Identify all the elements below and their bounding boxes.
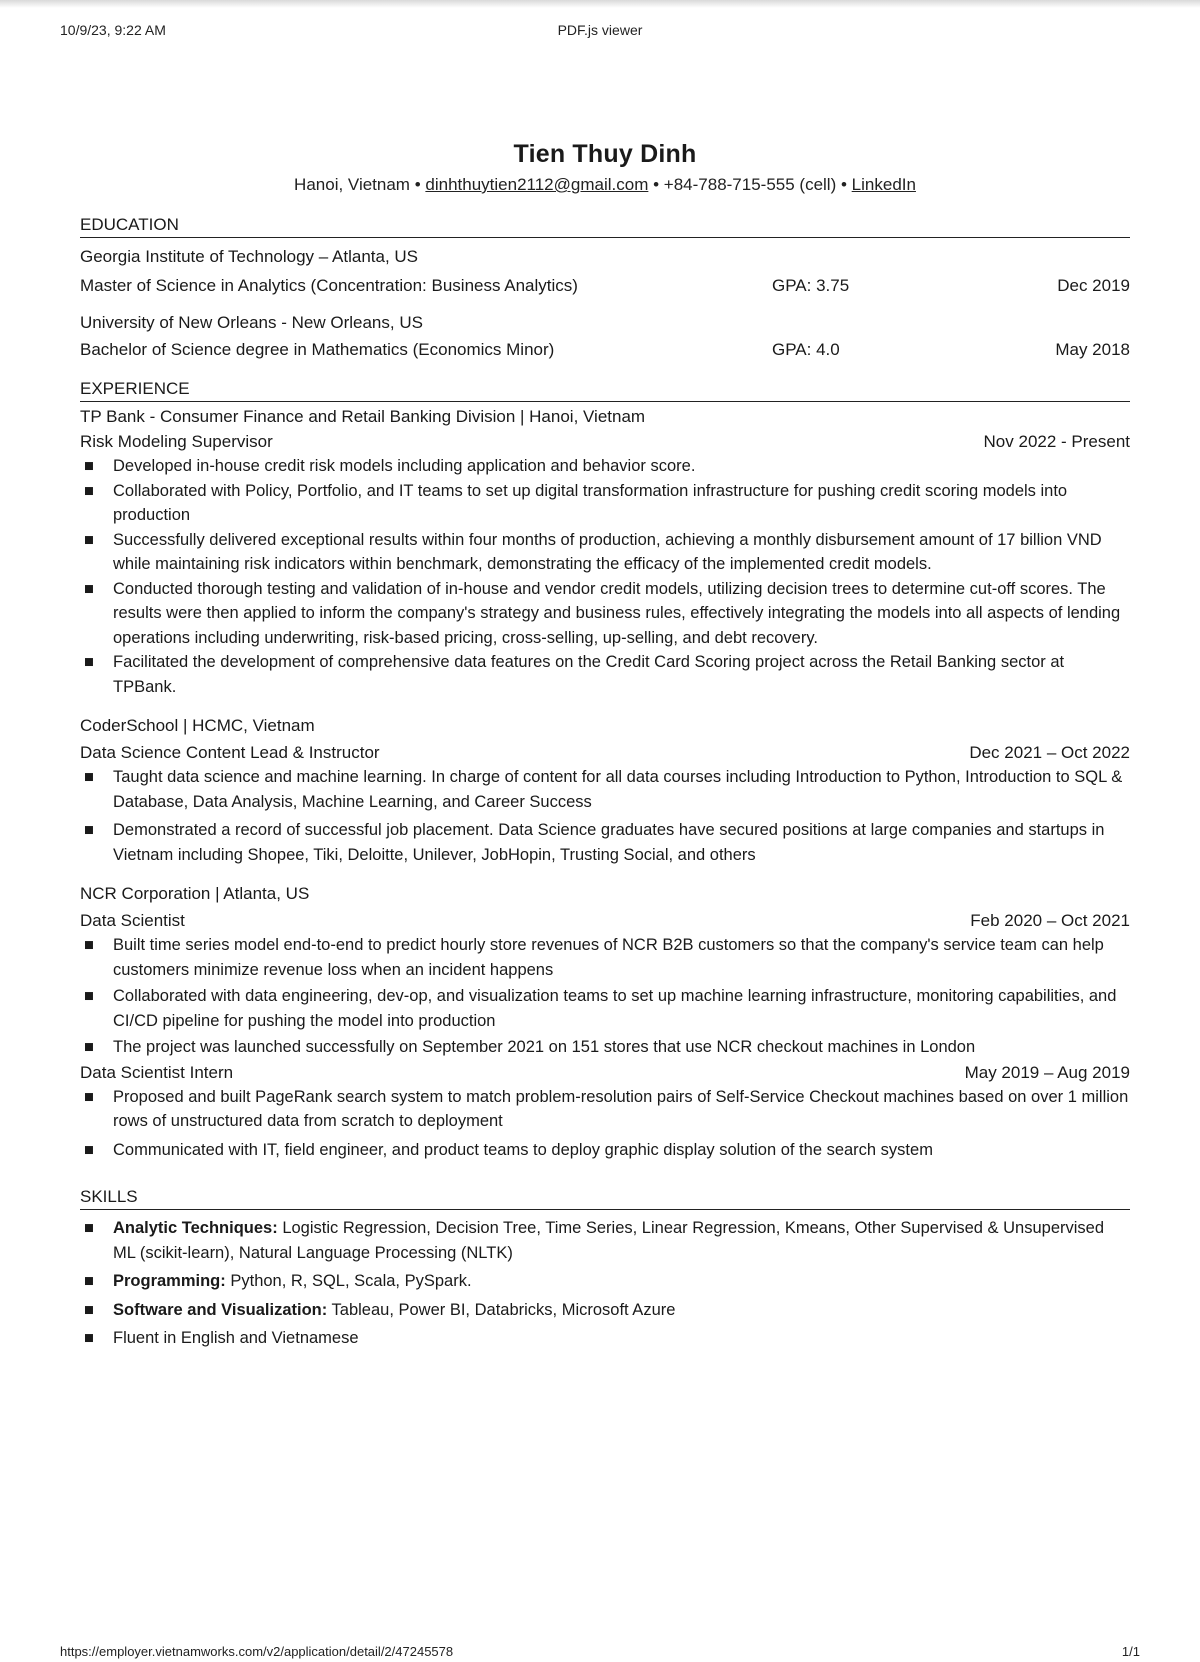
print-url: https://employer.vietnamworks.com/v2/application/detail/2/47245578: [60, 1644, 454, 1659]
gpa: GPA: 3.75: [772, 276, 850, 295]
bullet-item: ■ Proposed and built PageRank search system to match problem-resolution pairs of Self-Service Checkout machines based on over 1 million rows of unstructured data from scratch to deployment: [80, 1085, 1130, 1134]
experience-entry: [80, 713, 1130, 867]
employer: CoderSchool | HCMC, Vietnam: [80, 716, 315, 735]
bullet-item: ■ Demonstrated a record of successful job placement. Data Science graduates have secured positions at large companies and startups in Vietnam including Shopee, Tiki, Deloitte, Unilever, JobHopin, Trusting Social, and others: [80, 818, 1130, 867]
job-bullets: [80, 454, 1130, 699]
bullet-icon: ■: [84, 530, 94, 549]
bullet-item: ■ Successfully delivered exceptional results within four months of production, achieving a monthly disbursement amount of 17 billion VND while maintaining risk indicators within benchmark, demonstrating the efficacy of the implemented credit models.: [80, 528, 1130, 577]
scan-top-edge: [0, 0, 1200, 8]
graduation-date: Dec 2019: [1057, 276, 1130, 295]
job-dates: Feb 2020 – Oct 2021: [970, 911, 1130, 930]
page-number: 1/1: [1121, 1644, 1140, 1659]
experience-entry: [80, 881, 1130, 1162]
school-name: University of New Orleans - New Orleans, US: [80, 313, 423, 332]
graduation-date: May 2018: [1055, 340, 1130, 359]
degree-row: [80, 273, 1130, 298]
job-title: Data Scientist Intern: [80, 1062, 234, 1082]
experience-heading: EXPERIENCE: [80, 378, 1130, 402]
degree: Bachelor of Science degree in Mathematics (Economics Minor): [80, 340, 555, 359]
print-footer: [60, 1644, 1140, 1662]
contact-separator: •: [414, 175, 421, 194]
bullet-item: ■ Collaborated with data engineering, dev-op, and visualization teams to set up machine learning infrastructure, monitoring capabilities, and CI/CD pipeline for pushing the model into production: [80, 984, 1130, 1033]
contact-phone: +84-788-715-555 (cell): [663, 175, 837, 194]
skill-item: ■ Analytic Techniques: Logistic Regression, Decision Tree, Time Series, Linear Regression, Kmeans, Other Supervised & Unsupervised ML (scikit-learn), Natural Language Processing (NLTK): [80, 1216, 1130, 1265]
role-row: [80, 908, 1130, 933]
bullet-icon: ■: [84, 768, 94, 786]
skill-item: ■ Programming: Python, R, SQL, Scala, PySpark.: [80, 1269, 1130, 1294]
print-title: PDF.js viewer: [557, 22, 643, 38]
skills-heading: SKILLS: [80, 1186, 1130, 1210]
candidate-name: Tien Thuy Dinh: [513, 140, 697, 168]
gpa: GPA: 4.0: [772, 340, 840, 359]
job-dates: Nov 2022 - Present: [983, 432, 1130, 451]
job-title: Risk Modeling Supervisor: [80, 432, 273, 451]
print-header: [60, 22, 1140, 42]
skill-item: ■ Software and Visualization: Tableau, Power BI, Databricks, Microsoft Azure: [80, 1298, 1130, 1323]
job-bullets: [80, 1085, 1130, 1163]
bullet-icon: ■: [84, 653, 94, 671]
bullet-item: ■ The project was launched successfully on September 2021 on 151 stores that use NCR checkout machines in London: [80, 1035, 1130, 1060]
job-dates: Dec 2021 – Oct 2022: [969, 743, 1130, 762]
contact-line: [80, 174, 1130, 196]
bullet-icon: ■: [84, 1038, 94, 1056]
bullet-item: ■ Built time series model end-to-end to predict hourly store revenues of NCR B2B customers so that the company's service team can help customers minimize revenue loss when an incident happens: [80, 933, 1130, 982]
job-bullets: [80, 765, 1130, 867]
education-entry: [80, 310, 1130, 362]
contact-separator: •: [653, 175, 660, 194]
skill-item: ■ Fluent in English and Vietnamese: [80, 1326, 1130, 1351]
education-heading: EDUCATION: [80, 214, 1130, 238]
bullet-icon: ■: [84, 1300, 94, 1319]
resume: [80, 138, 1130, 1351]
employer: NCR Corporation | Atlanta, US: [80, 884, 310, 903]
bullet-icon: ■: [84, 821, 94, 839]
bullet-icon: ■: [84, 987, 94, 1005]
degree-row: [80, 337, 1130, 362]
contact-location: Hanoi, Vietnam: [294, 175, 410, 194]
bullet-icon: ■: [84, 1329, 94, 1347]
contact-separator: •: [840, 175, 847, 194]
bullet-item: ■ Developed in-house credit risk models including application and behavior score.: [80, 454, 1130, 479]
school-name: Georgia Institute of Technology – Atlanta, US: [80, 247, 419, 266]
job-bullets: [80, 933, 1130, 1060]
role-row: [80, 740, 1130, 765]
print-datetime: 10/9/23, 9:22 AM: [60, 22, 166, 38]
bullet-icon: ■: [84, 1140, 94, 1159]
linkedin-link[interactable]: LinkedIn: [851, 175, 916, 194]
bullet-item: ■ Taught data science and machine learning. In charge of content for all data courses including Introduction to Python, Introduction to SQL & Database, Data Analysis, Machine Learning, and Career Success: [80, 765, 1130, 814]
employer: TP Bank - Consumer Finance and Retail Banking Division | Hanoi, Vietnam: [80, 407, 646, 426]
email-link[interactable]: dinhthuytien2112@gmail.com: [425, 175, 649, 194]
bullet-icon: ■: [84, 481, 94, 500]
bullet-icon: ■: [84, 1272, 94, 1290]
bullet-item: ■ Communicated with IT, field engineer, and product teams to deploy graphic display solution of the search system: [80, 1138, 1130, 1163]
degree: Master of Science in Analytics (Concentration: Business Analytics): [80, 276, 578, 295]
education-entry: [80, 244, 1130, 298]
skills-list: [80, 1216, 1130, 1351]
bullet-item: ■ Conducted thorough testing and validation of in-house and vendor credit models, utilizing decision trees to determine cut-off scores. The results were then applied to inform the company's strategy and business rules, effectively integrating the models into all aspects of lending operations including underwriting, risk-based pricing, cross-selling, up-selling, and debt recovery.: [80, 577, 1130, 651]
job-title: Data Science Content Lead & Instructor: [80, 743, 380, 762]
job-title: Data Scientist: [80, 911, 185, 930]
bullet-icon: ■: [84, 579, 94, 598]
bullet-icon: ■: [84, 457, 94, 475]
bullet-icon: ■: [84, 936, 94, 954]
experience-entry: [80, 404, 1130, 699]
bullet-icon: ■: [84, 1219, 94, 1237]
job-dates: May 2019 – Aug 2019: [964, 1062, 1130, 1082]
bullet-item: ■ Collaborated with Policy, Portfolio, and IT teams to set up digital transformation infrastructure for pushing credit scoring models into production: [80, 479, 1130, 528]
bullet-item: ■ Facilitated the development of comprehensive data features on the Credit Card Scoring project across the Retail Banking sector at TPBank.: [80, 650, 1130, 699]
role-row: [80, 429, 1130, 454]
bullet-icon: ■: [84, 1087, 94, 1106]
role-row: [80, 1060, 1130, 1085]
